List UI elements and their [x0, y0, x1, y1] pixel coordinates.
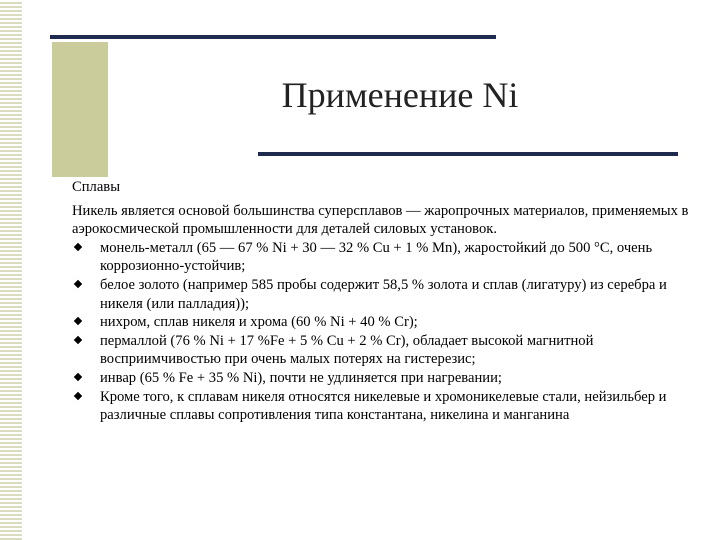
- list-item-text: нихром, сплав никеля и хрома (60 % Ni + 40 % Cr);: [100, 314, 418, 331]
- section-heading: Сплавы: [72, 179, 120, 195]
- title-bottom-bar: [258, 152, 678, 156]
- list-item-text: белое золото (например 585 пробы содержит 58,5 % золота и сплав (лигатуру) из серебра и никеля (или палладия));: [100, 276, 667, 312]
- list-item: [72, 313, 692, 332]
- intro-paragraph: Никель является основой большинства суперсплавов — жаропрочных материалов, применяемых в аэрокосмической промышленности для деталей силовых установок.: [72, 202, 689, 238]
- alloy-list: [72, 239, 692, 425]
- list-item-text: инвар (65 % Fe + 35 % Ni), почти не удлиняется при нагревании;: [100, 369, 502, 386]
- list-item: [72, 388, 692, 425]
- diamond-bullet-icon: [74, 373, 82, 381]
- diamond-bullet-icon: [74, 243, 82, 251]
- diamond-bullet-icon: [74, 280, 82, 288]
- diamond-bullet-icon: [74, 336, 82, 344]
- slide-content: [72, 178, 692, 425]
- diamond-bullet-icon: [74, 391, 82, 399]
- accent-box: [52, 42, 108, 177]
- title-top-bar: [50, 35, 496, 39]
- list-item: [72, 369, 692, 388]
- list-item: [72, 332, 692, 369]
- list-item-text: пермаллой (76 % Ni + 17 %Fe + 5 % Cu + 2 % Cr), обладает высокой магнитной восприимчивостью при очень малых потерях на гистерезис;: [100, 332, 594, 368]
- decorative-stripes: [0, 0, 22, 540]
- slide-title: Применение Ni: [281, 75, 519, 115]
- list-item-text: монель-металл (65 — 67 % Ni + 30 — 32 % Cu + 1 % Mn), жаростойкий до 500 °C, очень коррозионно-устойчив;: [100, 239, 653, 275]
- list-item: [72, 239, 692, 276]
- list-item-text: Кроме того, к сплавам никеля относятся никелевые и хромоникелевые стали, нейзильбер и различные сплавы сопротивления типа константана, никелина и манганина: [100, 388, 667, 424]
- diamond-bullet-icon: [74, 317, 82, 325]
- list-item: [72, 276, 692, 313]
